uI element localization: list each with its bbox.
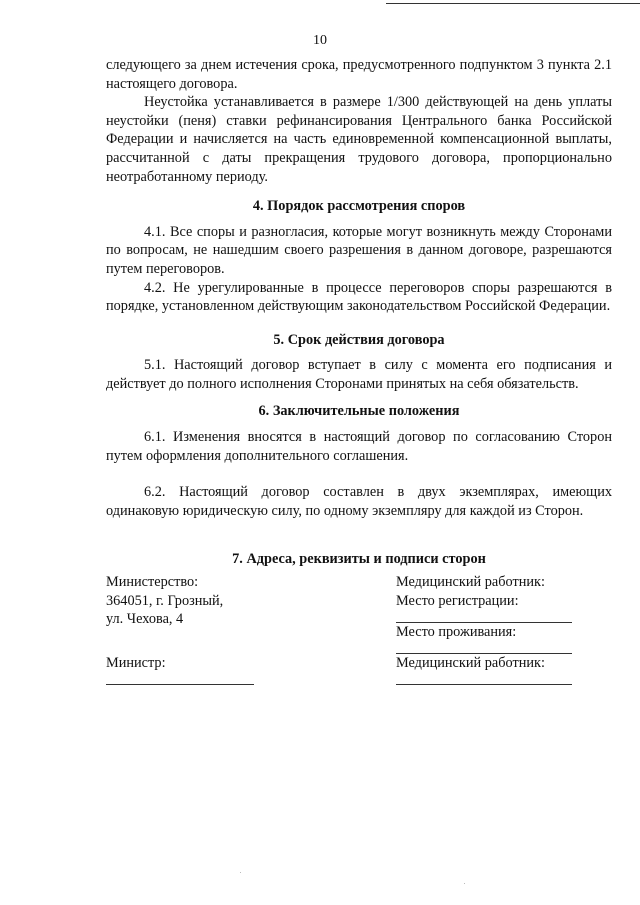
residence-block bbox=[396, 623, 516, 642]
worker-block bbox=[396, 573, 545, 610]
page-number: 10 bbox=[313, 33, 327, 48]
paragraph-4-1: 4.1. Все споры и разногласия, которые могут возникнуть между Сторонами по вопросам, не нашедшим своего разрешения в данном договоре, разрешаются путем переговоров. bbox=[106, 223, 612, 277]
section-4-title: 4. Порядок рассмотрения споров bbox=[252, 198, 466, 215]
ministry-label: Министерство: bbox=[106, 574, 199, 590]
minister-signature-line bbox=[106, 684, 254, 685]
paragraph-penalty: Неустойка устанавливается в размере 1/300 действующей на день уплаты неустойки (пеня) ставки рефинансирования Центрального банка Российской Федерации и начисляется на часть единовременной компенсационной выплаты, рассчитанной с даты прекращения трудового договора, пропорционально неотработанному периоду. bbox=[106, 94, 612, 185]
worker-signer-label: Медицинский работник: bbox=[396, 655, 545, 671]
residence-label: Место проживания: bbox=[396, 624, 517, 640]
document-body bbox=[106, 56, 612, 569]
registration-label: Место регистрации: bbox=[396, 592, 519, 609]
worker-signer-block bbox=[396, 654, 545, 673]
worker-signature-line bbox=[396, 684, 572, 685]
paragraph-continuation: следующего за днем истечения срока, предусмотренного подпунктом 3 пункта 2.1 настоящего договора. bbox=[106, 57, 612, 92]
paragraph-4-2: 4.2. Не урегулированные в процессе переговоров споры разрешаются в порядке, установленном действующим законодательством Российской Федерации. bbox=[106, 279, 612, 315]
header-rule bbox=[386, 3, 640, 4]
ministry-address-line1: 364051, г. Грозный, bbox=[106, 592, 224, 609]
minister-label: Министр: bbox=[106, 655, 166, 671]
worker-label: Медицинский работник: bbox=[396, 574, 545, 590]
ministry-block bbox=[106, 573, 223, 629]
section-5-title: 5. Срок действия договора bbox=[273, 331, 445, 348]
paragraph-5-1: 5.1. Настоящий договор вступает в силу с момента его подписания и действует до полного исполнения Сторонами принятых на себя обязательств. bbox=[106, 357, 612, 392]
section-7-title: 7. Адреса, реквизиты и подписи сторон bbox=[232, 551, 486, 568]
paragraph-6-1: 6.1. Изменения вносятся в настоящий договор по согласованию Сторон путем оформления дополнительного соглашения. bbox=[106, 429, 612, 464]
scan-speck bbox=[464, 883, 465, 884]
scan-speck bbox=[240, 872, 241, 873]
section-6-title: 6. Заключительные положения bbox=[258, 402, 460, 419]
minister-block bbox=[106, 654, 166, 673]
paragraph-6-2: 6.2. Настоящий договор составлен в двух экземплярах, имеющих одинаковую юридическую силу, по одному экземпляру для каждой из Сторон. bbox=[106, 484, 612, 519]
ministry-address-line2: ул. Чехова, 4 bbox=[106, 611, 184, 628]
